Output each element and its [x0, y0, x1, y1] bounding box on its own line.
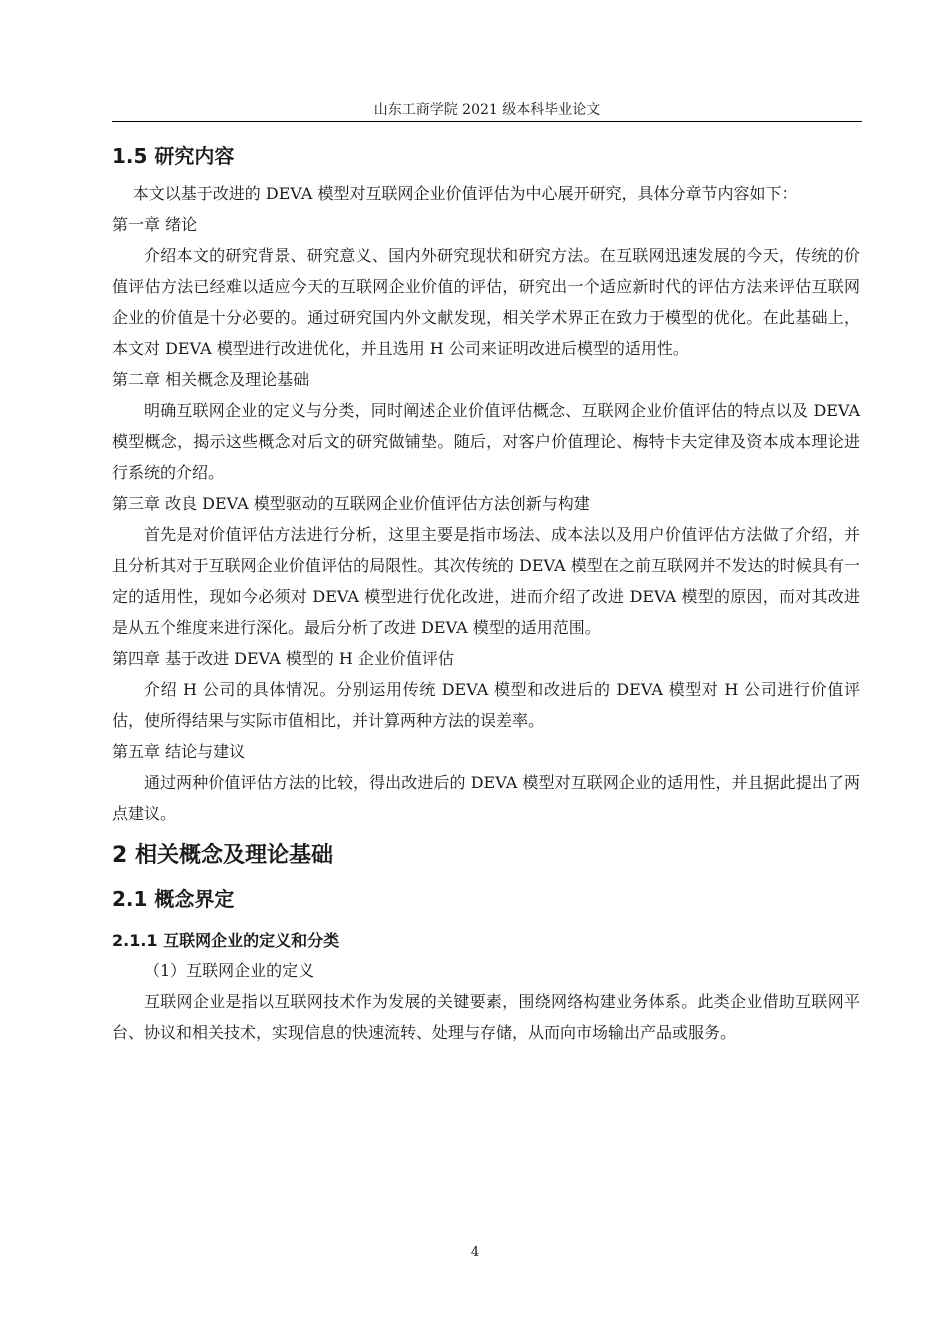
section-2-1-title: 2.1 概念界定 [112, 887, 235, 911]
chapter-2-text: 明确互联网企业的定义与分类，同时阐述企业价值评估概念、互联网企业价值评估的特点以及 DEVA 模型概念，揭示这些概念对后文的研究做铺垫。随后，对客户价值理论、梅特卡夫定律及资本成本理论进行系统的介绍。 [112, 401, 860, 482]
chapter-1-text: 介绍本文的研究背景、研究意义、国内外研究现状和研究方法。在互联网迅速发展的今天，传统的价值评估方法已经难以适应今天的互联网企业价值的评估，研究出一个适应新时代的评估方法来评估互联网企业的价值是十分必要的。通过研究国内外文献发现，相关学术界正在致力于模型的优化。在此基础上，本文对 DEVA 模型进行改进优化，并且选用 H 公司来证明改进后模型的适用性。 [112, 246, 860, 358]
chapter-1-title: 第一章 绪论 [112, 215, 198, 234]
section-2-1-1-title: 2.1.1 互联网企业的定义和分类 [112, 931, 340, 950]
running-header: 山东工商学院 2021 级本科毕业论文 [373, 102, 601, 118]
section-2-1-1-text: 互联网企业是指以互联网技术作为发展的关键要素，围绕网络构建业务体系。此类企业借助互联网平台、协议和相关技术，实现信息的快速流转、处理与存储，从而向市场输出产品或服务。 [112, 992, 860, 1042]
chapter-4-text: 介绍 H 公司的具体情况。分别运用传统 DEVA 模型和改进后的 DEVA 模型对 H 公司进行价值评估，使所得结果与实际市值相比，并计算两种方法的误差率。 [112, 680, 860, 730]
section-1-5-title: 1.5 研究内容 [112, 144, 235, 168]
chapter-2-title: 第二章 相关概念及理论基础 [112, 370, 310, 389]
chapter-4-title: 第四章 基于改进 DEVA 模型的 H 企业价值评估 [112, 649, 454, 668]
chapter-3-text: 首先是对价值评估方法进行分析，这里主要是指市场法、成本法以及用户价值评估方法做了介绍，并且分析其对于互联网企业价值评估的局限性。其次传统的 DEVA 模型在之前互联网并不发达的时候具有一定的适用性，现如今必须对 DEVA 模型进行优化改进，进而介绍了改进 DEVA 模型的原因，而对其改进是从五个维度来进行深化。最后分析了改进 DEVA 模型的适用范围。 [112, 525, 860, 637]
chapter-3-title: 第三章 改良 DEVA 模型驱动的互联网企业价值评估方法创新与构建 [112, 494, 590, 513]
section-1-5-intro: 本文以基于改进的 DEVA 模型对互联网企业价值评估为中心展开研究，具体分章节内容如下： [132, 184, 798, 203]
page-number: 4 [470, 1245, 480, 1260]
body-content [112, 140, 860, 1048]
section-2-title: 2 相关概念及理论基础 [112, 843, 333, 868]
chapter-5-title: 第五章 结论与建议 [112, 742, 246, 761]
header-rule [112, 121, 862, 122]
chapter-5-text: 通过两种价值评估方法的比较，得出改进后的 DEVA 模型对互联网企业的适用性，并且据此提出了两点建议。 [112, 773, 860, 823]
subsection-1-label: （1）互联网企业的定义 [144, 961, 315, 980]
